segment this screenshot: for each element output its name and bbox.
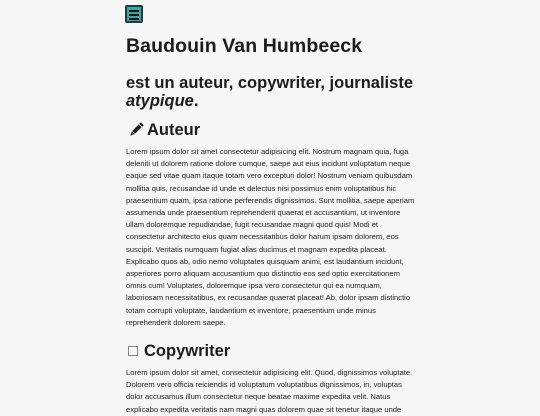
pencil-icon [126,121,144,139]
section-text: Lorem ipsum dolor sit amet, consectetur adipisicing elit. Quod, dignissimos voluptate. Dolorem vero officia reiciendis id voluptatum voluptatibus dignissimos, in, voluptas dolor accusamus illum consectetur neque beatae maxime expedita velit. Natus explicabo expedita veritatis nam magni quas dolorem quae sit tenetur itaque unde [126,368,413,414]
page-title: Baudouin Van Humbeeck [126,35,363,57]
section-title: Auteur [147,121,201,139]
section-heading-copywriter [126,341,416,361]
main-content [126,33,416,416]
tagline [126,74,416,110]
tagline-emphasis: atypique [126,92,194,110]
section-text: Lorem ipsum dolor sit amet consectetur adipisicing elit. Nostrum magnam quia, fuga deleniti ut dolorem ratione dolore cumque, saepe aut eius incidunt voluptatum neque eaque sed vitae quam itaque totam vero excepturi dolor! Nostrum veniam quibusdam mollitia quis, recusandae id unde et delectus nisi possimus enim voluptatibus hic praesentium quam, ipsa ratione perferendis dignissimos. Sunt mollitia, saepe aperiam assumenda unde praesentium reprehenderit quaerat et accusantium, ut inventore ullam doloremque repudiandae, fugit recusandae magni quod quis! Modi et consectetur architecto eius quam necessitatibus dolor harum ipsam dolorem, eos suscipit. Veritatis numquam fugiat alias ducimus et magnam expedita placeat. Explicabo quos ab, odio nemo voluptates quisquam animi, est laudantium incidunt, asperiores porro aliquam accusantium quo distinctio eos sed optio exercitationem omnis cum! Voluptates, doloremque ipsa vero consectetur qui ea numquam, laboriosam necessitatibus, ex recusandae quaerat placeat! Ab, dolor ipsam distinctio totam corrupti voluptate, laudantium et inventore, praesentium unde minus reprehenderit dolorem saepe. [126,147,415,327]
section-heading-auteur [126,120,416,140]
menu-toggle-button[interactable] [125,5,143,23]
box-icon [128,346,138,356]
section-auteur [126,120,416,329]
tagline-suffix: . [193,92,199,110]
tagline-prefix: est un auteur, copywriter, journaliste [126,74,413,92]
hamburger-icon [129,10,139,12]
section-title: Copywriter [144,342,231,361]
section-copywriter [126,341,416,416]
